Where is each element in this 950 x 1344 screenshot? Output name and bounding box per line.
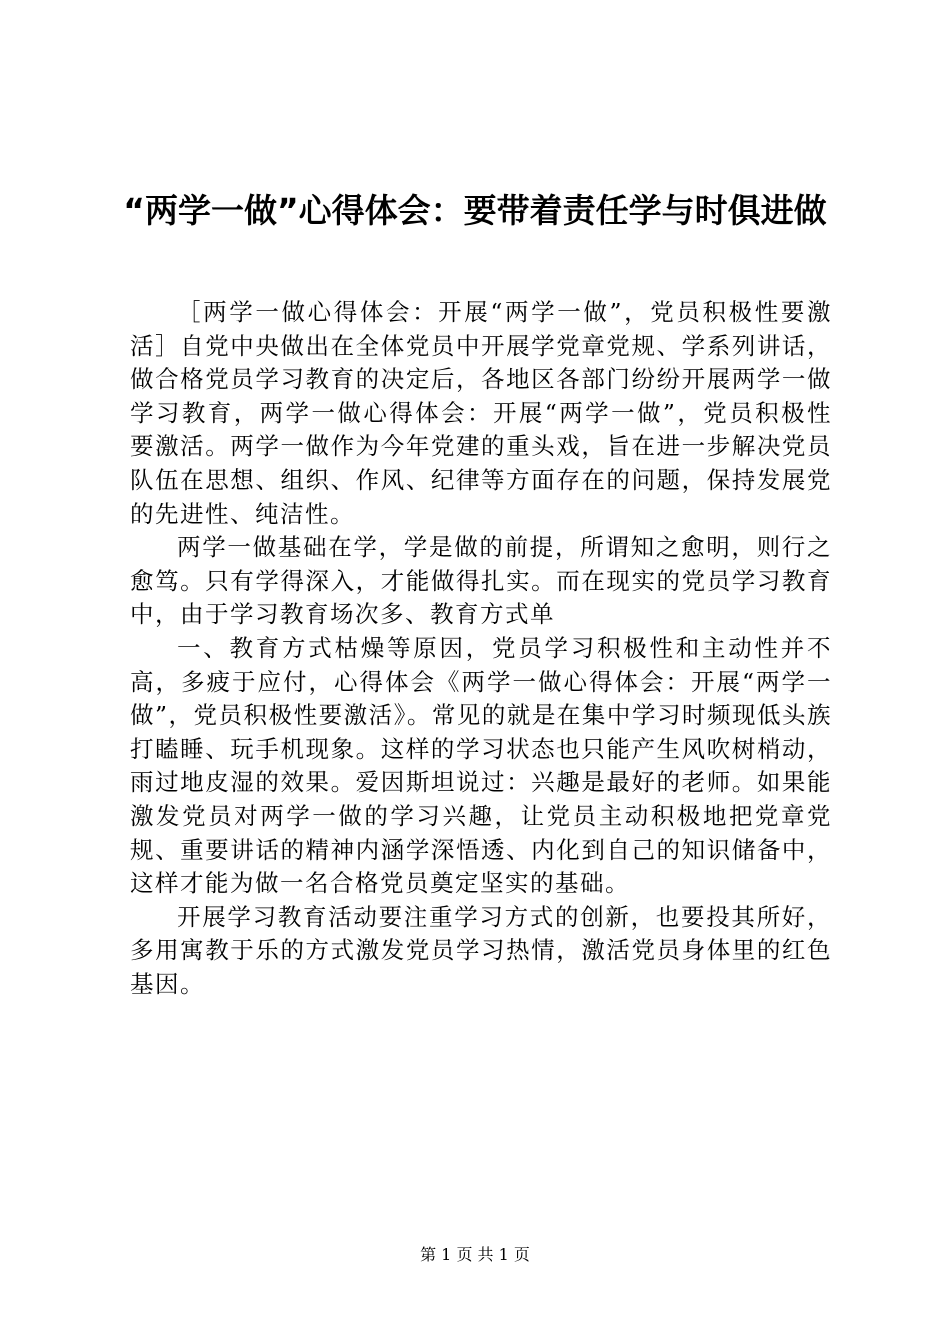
paragraph-2: 两学一做基础在学，学是做的前提，所谓知之愈明，则行之愈笃。只有学得深入，才能做得扎实。而在现实的党员学习教育中，由于学习教育场次多、教育方式单 xyxy=(130,533,832,629)
document-body xyxy=(130,296,832,1001)
page-footer: 第 1 页 共 1 页 xyxy=(420,1245,530,1264)
document-title: “两学一做”心得体会：要带着责任学与时俱进做 xyxy=(123,191,827,230)
paragraph-3: 一、教育方式枯燥等原因，党员学习积极性和主动性并不高，多疲于应付，心得体会《两学一做心得体会：开展“两学一做”，党员积极性要激活》。常见的就是在集中学习时频现低头族打瞌睡、玩手机现象。这样的学习状态也只能产生风吹树梢动，雨过地皮湿的效果。爱因斯坦说过：兴趣是最好的老师。如果能激发党员对两学一做的学习兴趣，让党员主动积极地把党章党规、重要讲话的精神内涵学深悟透、内化到自己的知识储备中，这样才能为做一名合格党员奠定坚实的基础。 xyxy=(130,633,832,898)
paragraph-4: 开展学习教育活动要注重学习方式的创新，也要投其所好，多用寓教于乐的方式激发党员学习热情，激活党员身体里的红色基因。 xyxy=(130,902,832,998)
paragraph-1: ［两学一做心得体会：开展“两学一做”，党员积极性要激活］自党中央做出在全体党员中开展学党章党规、学系列讲话，做合格党员学习教育的决定后，各地区各部门纷纷开展两学一做学习教育，两学一做心得体会：开展“两学一做”，党员积极性要激活。两学一做作为今年党建的重头戏，旨在进一步解决党员队伍在思想、组织、作风、纪律等方面存在的问题，保持发展党的先进性、纯洁性。 xyxy=(130,298,832,528)
